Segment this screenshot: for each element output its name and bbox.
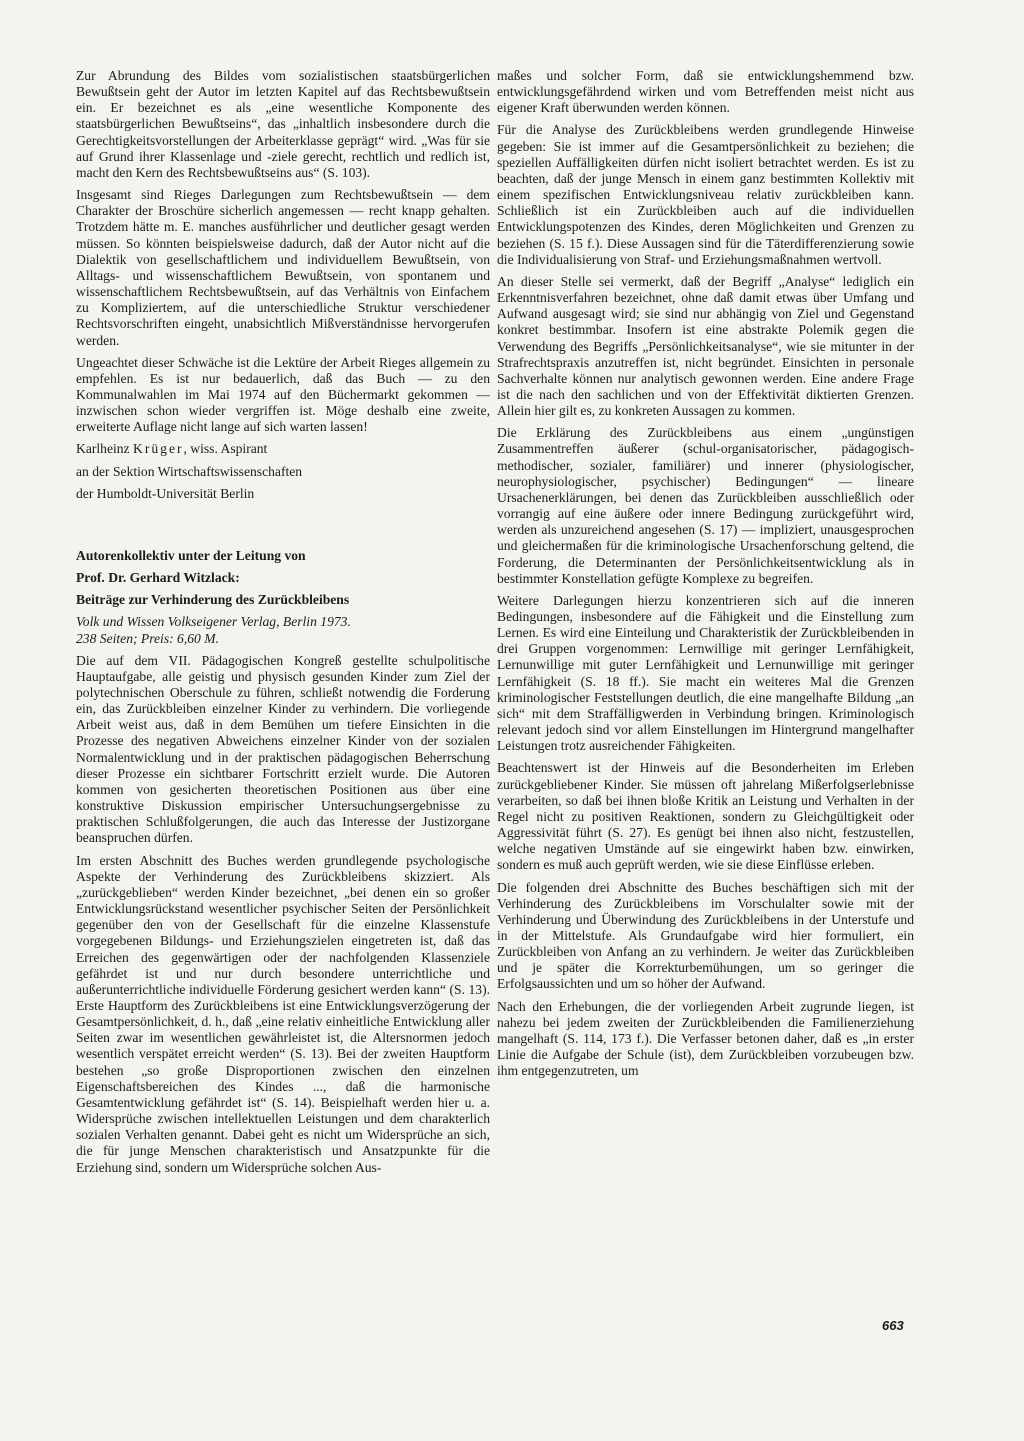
signature-line-1	[76, 441, 490, 457]
paragraph: Insgesamt sind Rieges Darlegungen zum Rechtsbewußtsein — dem Charakter der Broschüre sicherlich angemessen — recht knapp gehalten. Trotzdem hätte m. E. manches ausführlicher und deutlicher gesagt werden müssen. So könnten beispielsweise dadurch, daß der Autor nicht auf die Dialektik von gesellschaftlichem und individuellem Bewußtsein, von Alltags- und wissenschaftlichem Bewußtsein, von spontanem und wissenschaftlichem Rechtsbewußtsein, auf das Verhältnis von Einfachem zu Kompliziertem, auf die unterschiedliche Struktur verschiedener Rechtsvorschriften eingeht, unabsichtlich Mißverständnisse hervorgerufen werden.	[76, 187, 490, 348]
paragraph: Die folgenden drei Abschnitte des Buches beschäftigen sich mit der Verhinderung des Zurückbleibens im Vorschulalter sowie mit der Verhinderung und Überwindung des Zurückbleibens in der Unterstufe und in der Mittelstufe. Als Grundaufgabe wird hier formuliert, ein Zurückbleiben von Anfang an zu verhindern. Je weiter das Zurückbleiben und je später die Korrekturbemühungen, um so geringer die Erfolgsaussichten und um so höher der Aufwand.	[497, 879, 914, 992]
left-column	[76, 68, 490, 1176]
paragraph: An dieser Stelle sei vermerkt, daß der Begriff „Analyse“ lediglich ein Erkenntnisverfahren bezeichnet, ohne daß damit etwas über Umfang und Aufwand ausgesagt wird; sie sind nur abhängig von Ziel und Gegenstand konkret bestimmbar. Insofern ist eine abstrakte Polemik gegen die Verwendung des Begriffs „Persönlichkeitsanalyse“, wie sie mitunter in der Strafrechtspraxis anzutreffen ist, nicht begründet. Einsichten in personale Sachverhalte können nur analytisch gewonnen werden. Eine andere Frage ist die nach den sachlichen und von der Effektivität diktierten Grenzen. Allein hier gilt es, zu konkreten Aussagen zu kommen.	[497, 273, 914, 419]
right-column	[497, 68, 914, 1079]
book-reference	[76, 548, 490, 647]
paragraph: maßes und solcher Form, daß sie entwicklungshemmend bzw. entwicklungsgefährdend wirken und vom Betreffenden meist nicht aus eigener Kraft überwunden werden können.	[497, 68, 914, 116]
signature-line-2: an der Sektion Wirtschaftswissenschaften	[76, 463, 303, 479]
book-authors-2: Prof. Dr. Gerhard Witzlack:	[76, 570, 240, 586]
book-publisher: Volk und Wissen Volkseigener Verlag, Berlin 1973.	[76, 614, 351, 630]
book-authors-1: Autorenkollektiv unter der Leitung von	[76, 547, 306, 563]
page-number: 663	[882, 1318, 904, 1333]
paragraph: Im ersten Abschnitt des Buches werden grundlegende psychologische Aspekte der Verhinderung des Zurückbleibens skizziert. Als „zurückgeblieben“ werden Kinder bezeichnet, „bei denen ein so großer Entwicklungsrückstand wesentlicher psychischer Seiten der Persönlichkeit gegenüber den von der Gesellschaft für die einzelne Klassenstufe vorgegebenen Bildungs- und Erziehungszielen eingetreten ist, daß das Erreichen des gegenwärtigen oder der nachfolgenden Klassenziele gefährdet ist und nur durch besondere unterrichtliche und außerunterrichtliche individuelle Förderung gesichert werden kann“ (S. 13). Erste Hauptform des Zurückbleibens ist eine Entwicklungsverzögerung der Gesamtpersönlichkeit, d. h., daß „eine relativ einheitliche Entwicklung aller Seiten zwar im wesentlichen gewährleistet ist, die Altersnormen jedoch wesentlich verspätet erreicht werden“ (S. 13). Bei der zweiten Hauptform bestehen „so große Disproportionen zwischen den einzelnen Eigenschaftsbereichen des Kindes ..., daß die harmonische Gesamtentwicklung gefährdet ist“ (S. 14). Beispielhaft werden hier u. a. Widersprüche zwischen intellektuellen Leistungen und dem charakterlich sozialen Verhalten genannt. Dabei geht es nicht um Widersprüche an sich, die für junge Menschen charakteristisch und Ansatzpunkte für die Erziehung sind, sondern um Widersprüche solchen Aus-	[76, 852, 490, 1175]
paragraph: Für die Analyse des Zurückbleibens werden grundlegende Hinweise gegeben: Sie ist immer auf die Gesamtpersönlichkeit zu beziehen; die speziellen Auffälligkeiten dürfen nicht isoliert betrachtet werden. Es ist zu beachten, daß der junge Mensch in einem ganz bestimmten Kollektiv mit einem spezifischen Entwicklungsniveau relativ zurückbleiben kann. Schließlich ist ein Zurückbleiben auch auf die individuellen Entwicklungspotenzen des Kindes, deren Möglichkeiten und Grenzen zu beziehen (S. 15 f.). Diese Aussagen sind für die Täterdifferenzierung sowie die Individualisierung von Straf- und Erziehungsmaßnahmen wertvoll.	[497, 122, 914, 267]
book-pages-price: 238 Seiten; Preis: 6,60 M.	[76, 630, 219, 646]
paragraph: Die Erklärung des Zurückbleibens aus einem „ungünstigen Zusammentreffen äußerer (schul-organisatorischer, pädagogisch-methodischer, sozialer, familiärer) und innerer (physiologischer, neurophysiologischer, psychischer) Bedingungen“ — lineare Ursachenerklärungen, bei denen das Zurückbleiben ausschließlich oder vorrangig auf eine äußere oder innere Bedingung zurückgeführt wird, werden als unzureichend angesehen (S. 17) — impliziert, unausgesprochen und gleichermaßen für die kriminologische Ursachenforschung geltend, die Forderung, die Determinanten der Persönlichkeitsentwicklung als in bestimmter Konstellation gefügte Komplexe zu begreifen.	[497, 425, 914, 586]
paragraph: Die auf dem VII. Pädagogischen Kongreß gestellte schulpolitische Hauptaufgabe, alle geistig und physisch gesunden Kinder zum Ziel der polytechnischen Oberschule zu führen, schließt notwendig die Forderung ein, das Zurückbleiben einzelner Kinder zu verhindern. Die vorliegende Arbeit weist aus, daß in dem Bemühen um tiefere Einsichten in die Prozesse des negativen Abweichens einzelner Kinder von der sozialen Normalentwicklung und in der praktischen pädagogischen Beherrschung dieser Prozesse ein sichtbarer Fortschritt erzielt wurde. Die Autoren kommen von gesicherten theoretischen Positionen aus über eine konstruktive Diskussion empirischer Untersuchungsergebnisse zu praktischen Schlußfolgerungen, die auch das Interesse der Justizorgane beanspruchen dürfen.	[76, 652, 490, 846]
review-signature	[76, 441, 490, 501]
paragraph: Ungeachtet dieser Schwäche ist die Lektüre der Arbeit Rieges allgemein zu empfehlen. Es ist nur bedauerlich, daß das Buch — zu den Kommunalwahlen im Mai 1974 auf den Büchermarkt gekommen — inzwischen schon wieder vergriffen ist. Möge deshalb eine zweite, erweiterte Auflage nicht lange auf sich warten lassen!	[76, 354, 490, 435]
paragraph: Nach den Erhebungen, die der vorliegenden Arbeit zugrunde liegen, ist nahezu bei jedem zweiten der Zurückbleibenden die Familienerziehung mangelhaft (S. 114, 173 f.). Die Verfasser betonen daher, daß es „in erster Linie die Aufgabe der Schule (ist), dem Zurückbleiben vorzubeugen bzw. ihm entgegenzutreten, um	[497, 998, 914, 1079]
signature-title: , wiss. Aspirant	[183, 441, 268, 457]
paragraph: Weitere Darlegungen hierzu konzentrieren sich auf die inneren Bedingungen, insbesondere auf die Fähigkeit und die Einstellung zum Lernen. Es wird eine Einteilung und Charakteristik der Zurückbleibenden in drei Gruppen vorgenommen: Lernwillige mit geringer Lernfähigkeit, Lernunwillige mit guter Lernfähigkeit und Lernunwillige mit geringer Lernfähigkeit (S. 18 ff.). Sie macht ein weiteres Mal die Grenzen kriminologischer Feststellungen deutlich, die eine mangelhafte Bildung „an sich“ mit dem Straffälligwerden in Verbindung bringen. Kriminologisch relevant jedoch sind vor allem Einstellungen im Hintergrund mangelhafter Leistungen trotz ausreichender Fähigkeiten.	[497, 592, 914, 754]
book-title: Beiträge zur Verhinderung des Zurückbleibens	[76, 592, 350, 608]
signature-surname: Krüger	[133, 441, 184, 457]
paragraph: Zur Abrundung des Bildes vom sozialistischen staatsbürgerlichen Bewußtsein geht der Autor im letzten Kapitel auf das Rechtsbewußtsein ein. Er bezeichnet es als „eine wesentliche Komponente des staatsbürgerlichen Bewußtseins“, das „inhaltlich insbesondere durch die Gerechtigkeitsvorstellungen der Arbeiterklasse geprägt“ wird. „Was für sie auf Grund ihrer Klassenlage und -ziele gerecht, rechtlich und redlich ist, macht den Kern des Rechtsbewußtseins aus“ (S. 103).	[76, 68, 490, 180]
signature-line-3: der Humboldt-Universität Berlin	[76, 485, 255, 501]
paragraph: Beachtenswert ist der Hinweis auf die Besonderheiten im Erleben zurückgebliebener Kinder. Sie müssen oft jahrelang Mißerfolgserlebnisse verarbeiten, so daß bei ihnen bloße Kritik an Leistung und Verhalten in der Regel nicht zu positiven Reaktionen, sondern zu Gleichgültigkeit oder Aggressivität führt (S. 27). Es genügt bei ihnen also nicht, festzustellen, welche negativen Umstände auf sie eingewirkt haben bzw. einwirken, sondern es muß auch geprüft werden, wie sie diese Einflüsse erleben.	[497, 760, 914, 873]
book-publisher-info	[76, 614, 490, 646]
signature-first-name: Karlheinz	[76, 441, 133, 457]
